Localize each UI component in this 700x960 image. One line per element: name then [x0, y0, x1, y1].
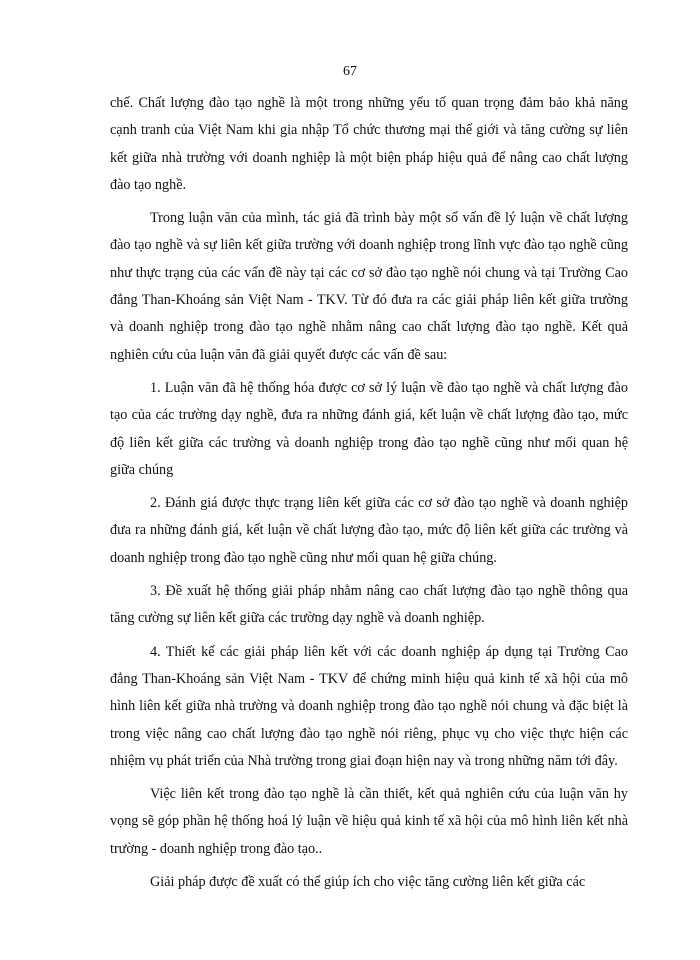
paragraph-significance: Việc liên kết trong đào tạo nghề là cần thiết, kết quả nghiên cứu của luận văn hy vọng sẽ góp phần hệ thống hoá lý luận về hiệu quả kinh tế xã hội của mô hình liên kết nhà trường - doanh nghiệp trong đào tạo..	[110, 786, 628, 857]
page-number: 67	[343, 64, 357, 79]
paragraph-result-1: 1. Luận văn đã hệ thống hóa được cơ sở lý luận về đào tạo nghề và chất lượng đào tạo của các trường dạy nghề, đưa ra những đánh giá, kết luận về chất lượng đào tạo, mức độ liên kết giữa các trường và doanh nghiệp trong đào tạo nghề cũng như mối quan hệ giữa chúng	[110, 379, 628, 478]
body-text	[110, 90, 628, 902]
paragraph-result-2: 2. Đánh giá được thực trạng liên kết giữa các cơ sở đào tạo nghề và doanh nghiệp đưa ra những đánh giá, kết luận về chất lượng đào tạo, mức độ liên kết giữa các trường và doanh nghiệp trong đào tạo nghề cũng như mối quan hệ giữa chúng.	[110, 495, 628, 566]
paragraph-continuation: chế. Chất lượng đào tạo nghề là một trong những yếu tố quan trọng đảm bảo khả năng cạnh tranh của Việt Nam khi gia nhập Tổ chức thương mại thế giới và tăng cường sự liên kết giữa nhà trường với doanh nghiệp là một biện pháp hiệu quả để nâng cao chất lượng đào tạo nghề.	[110, 95, 628, 193]
paragraph-final: Giải pháp được đề xuất có thể giúp ích cho việc tăng cường liên kết giữa các	[150, 874, 586, 891]
paragraph-result-3: 3. Đề xuất hệ thống giải pháp nhằm nâng cao chất lượng đào tạo nghề thông qua tăng cường sự liên kết giữa các trường dạy nghề và doanh nghiệp.	[110, 583, 628, 627]
paragraph-summary: Trong luận văn của mình, tác giả đã trình bày một số vấn đề lý luận về chất lượng đào tạo nghề và sự liên kết giữa trường với doanh nghiệp trong lĩnh vực đào tạo nghề cũng như thực trạng của các vấn đề này tại các cơ sở đào tạo nghề nói chung và tại Trường Cao đẳng Than-Khoáng sản Việt Nam - TKV. Từ đó đưa ra các giải pháp liên kết giữa trường và doanh nghiệp trong đào tạo nghề nhằm nâng cao chất lượng đào tạo nghề. Kết quả nghiên cứu của luận văn đã giải quyết được các vấn đề sau:	[110, 210, 628, 363]
paragraph-result-4: 4. Thiết kế các giải pháp liên kết với các doanh nghiệp áp dụng tại Trường Cao đẳng Than-Khoáng sản Việt Nam - TKV để chứng minh hiệu quả kinh tế xã hội của mô hình liên kết giữa nhà trường và doanh nghiệp trong đào tạo nghề nói chung và đặc biệt là trong việc nâng cao chất lượng đào tạo nghề nói riêng, phục vụ cho việc thực hiện các nhiệm vụ phát triển của Nhà trường trong giai đoạn hiện nay và trong những năm tới đây.	[110, 643, 628, 769]
